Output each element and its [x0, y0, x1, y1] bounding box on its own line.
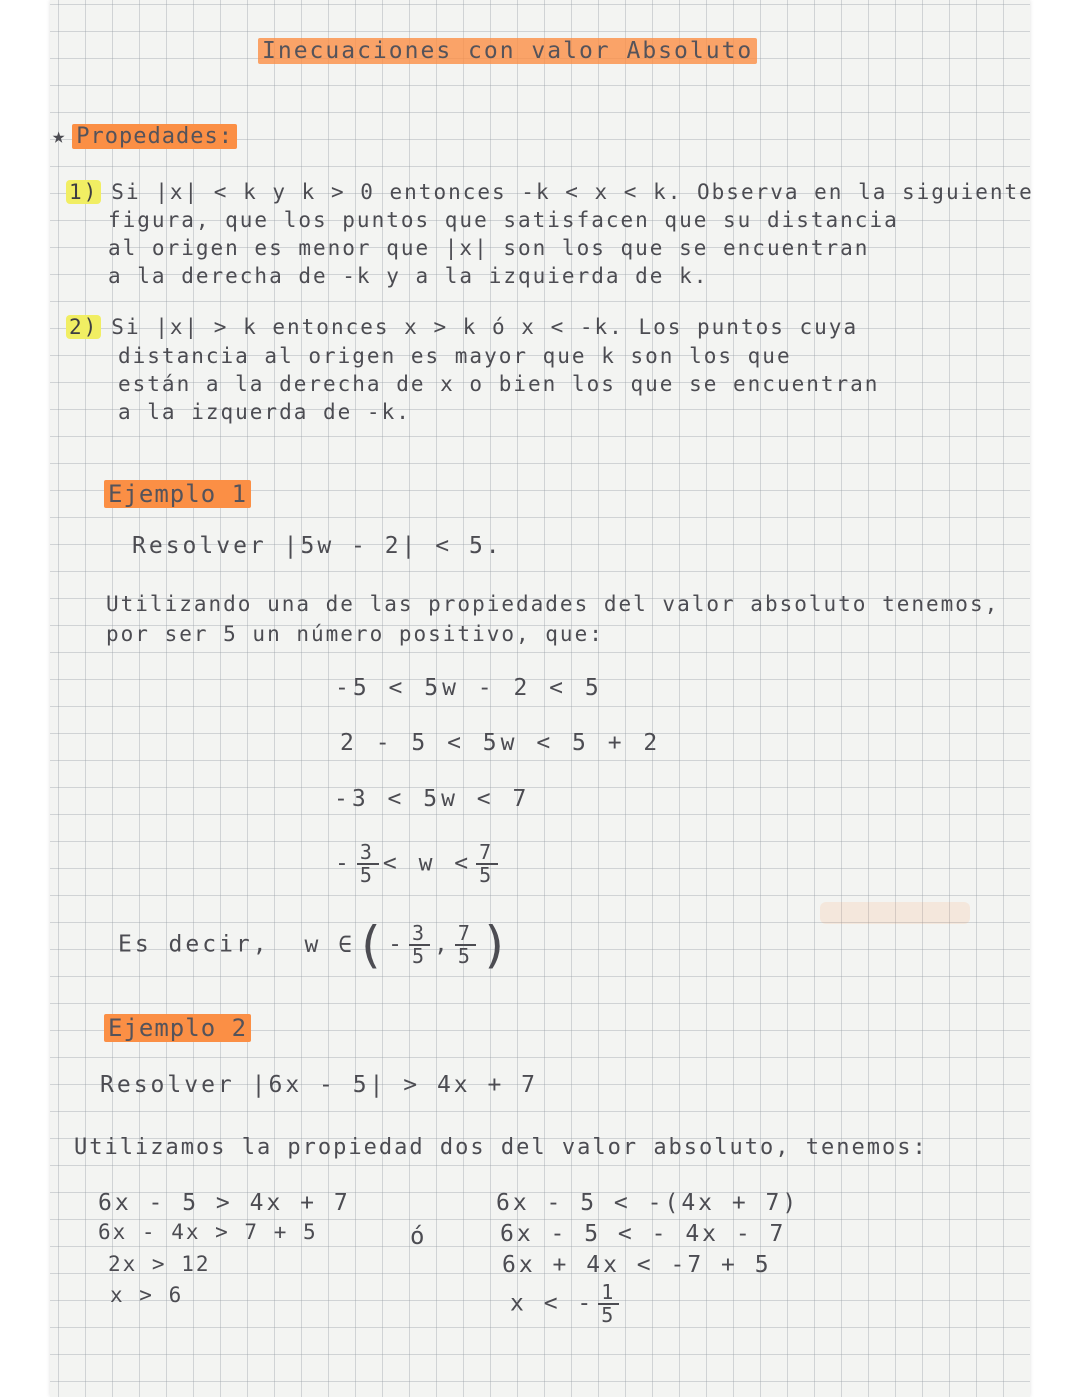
fraction: $\frac{3}{5}$	[409, 923, 430, 967]
property2-line3: están a la derecha de x o bien los que se encuentran	[118, 372, 880, 396]
example2-left-step1: 6x - 5 > 4x + 7	[98, 1190, 351, 1216]
example1-step1: -5 < 5w - 2 < 5	[335, 675, 603, 701]
example1-explanation-line1: Utilizando una de las propiedades del valor absoluto tenemos,	[106, 592, 1000, 616]
example1-step4: - $\frac{3}{5}$ < w < $\frac{7}{5}$	[335, 842, 502, 886]
page-title: Inecuaciones con valor Absoluto	[258, 38, 757, 64]
example2-right-step1: 6x - 5 < -(4x + 7)	[496, 1190, 800, 1216]
property2-line1: 2) Si |x| > k entonces x > k ó x < -k. Los puntos cuya	[66, 315, 858, 339]
example1-explanation-line2: por ser 5 un número positivo, que:	[106, 622, 604, 646]
property2-number: 2)	[66, 315, 101, 339]
fraction: $\frac{3}{5}$	[357, 842, 379, 886]
example1-conclusion: Es decir, w ∈(- $\frac{3}{5}$ , $\frac{7}{5}$ )	[118, 916, 514, 974]
property1-line4: a la derecha de -k y a la izquierda de k.	[108, 264, 709, 288]
example2-right-step4: x < - $\frac{1}{5}$	[510, 1282, 623, 1326]
example2-left-step4: x > 6	[110, 1283, 184, 1307]
property2-line2: distancia al origen es mayor que k son los que	[118, 344, 792, 368]
property1-line2: figura, que los puntos que satisfacen que su distancia	[108, 208, 899, 232]
example1-step2: 2 - 5 < 5w < 5 + 2	[340, 730, 662, 756]
example2-explanation: Utilizamos la propiedad dos del valor absoluto, tenemos:	[74, 1135, 928, 1160]
faded-highlight-mark	[820, 902, 970, 924]
example1-statement: Resolver |5w - 2| < 5.	[132, 533, 503, 559]
example2-right-step2: 6x - 5 < - 4x - 7	[500, 1221, 787, 1247]
example1-title: Ejemplo 1	[104, 480, 251, 508]
star-icon: ★	[52, 124, 67, 149]
example2-left-step3: 2x > 12	[108, 1252, 211, 1276]
or-word: ó	[410, 1222, 429, 1250]
fraction: $\frac{1}{5}$	[598, 1282, 619, 1326]
example2-statement: Resolver |6x - 5| > 4x + 7	[100, 1072, 539, 1098]
example1-step3: -3 < 5w < 7	[334, 786, 531, 812]
example2-title: Ejemplo 2	[104, 1014, 251, 1042]
property1-line3: al origen es menor que |x| son los que se encuentran	[108, 236, 870, 260]
property1-number: 1)	[66, 180, 101, 204]
properties-heading: ★ Propedades:	[52, 124, 237, 149]
example2-right-step3: 6x + 4x < -7 + 5	[502, 1252, 772, 1278]
example2-left-step2: 6x - 4x > 7 + 5	[98, 1220, 318, 1244]
property2-line4: a la izquerda de -k.	[118, 400, 411, 424]
property1-line1: 1) Si |x| < k y k > 0 entonces -k < x < k. Observa en la siguiente	[66, 180, 1034, 204]
fraction: $\frac{7}{5}$	[455, 923, 476, 967]
fraction: $\frac{7}{5}$	[476, 842, 498, 886]
